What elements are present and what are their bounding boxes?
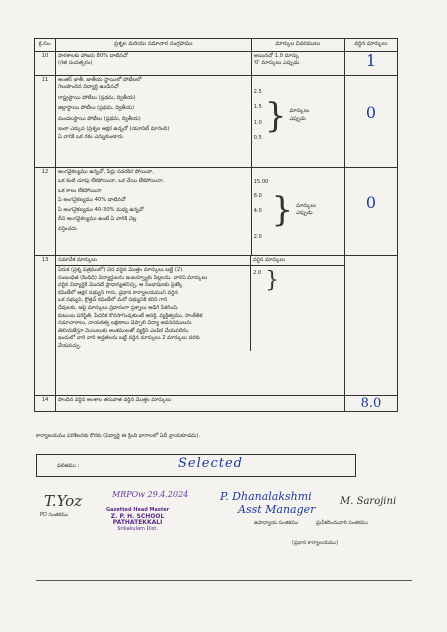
score-value: 1.5 [253, 104, 262, 111]
signature-teacher [220, 490, 315, 516]
row-serial: 14 [35, 395, 56, 411]
row-serial: 11 [35, 75, 56, 167]
table-row [35, 255, 398, 395]
row-details [251, 167, 344, 255]
row-criteria [56, 255, 345, 395]
row-criteria [56, 167, 252, 255]
row-mark [344, 75, 397, 167]
stamp-line: Z. P. H. SCHOOL [110, 512, 165, 520]
row-line: ఒక కాలు లేకపోయినా [58, 187, 102, 194]
brace-glyph: } [271, 190, 294, 231]
score-label-line: ఎప్పుడు [296, 210, 313, 217]
row-serial: 10 [35, 51, 56, 75]
signature-pd: T.Yoz [44, 492, 83, 510]
row-criteria [56, 51, 252, 75]
row-line: సంబంధిత (కిందిది) విద్యార్థులను ఇంటర్వ్యూకు పిల్లలను. వారిని మార్కులు [58, 274, 208, 281]
header-marks: వర్ధిన మార్కులు [344, 39, 397, 52]
row-line: ఏ అంగవైకల్యము 40% దాటినచో [58, 197, 126, 204]
row-line: వర్ధిన విద్యార్థికి మొదటి ప్రాధాన్యతనిచ్చి, ఆ సంభాషణకు ప్రశక్కి [58, 282, 183, 289]
row-line: సమాచారాలు, నాయకత్వ లక్షణాలు చెప్పాలి విద్యా అవసరములను [58, 320, 192, 327]
row-title: సమావేశ మార్కులు [56, 256, 251, 266]
row-details-title: వర్ధిన మార్కులు [253, 256, 285, 263]
score-value: 0.5 [253, 135, 262, 142]
row-mark [344, 51, 397, 75]
row-line: పొందిన వర్ధిన అంశాల తరువాత వర్ధిన మొత్తం మార్కులు [58, 396, 172, 403]
table-header-row [35, 39, 398, 52]
score-label-line: ఎప్పుడు [289, 115, 306, 122]
row-13-title-bar [56, 256, 344, 267]
row-13-text [56, 266, 251, 351]
office-caption: (ప్రధాన కార్యాలయము) [292, 540, 338, 546]
signature-teacher-title: Asst Manager [238, 503, 316, 516]
row-line: ఏరుక (ప్రశ్న పత్రములో) చెస వర్ధిన మొత్తం మార్కులు బట్టి (2) [58, 267, 183, 274]
row-criteria [56, 75, 252, 167]
signature-teacher-name: P. Dhanalakshmi [220, 490, 312, 503]
brace-glyph: } [265, 268, 280, 294]
score-label [289, 108, 309, 123]
row-line: ఏ వారికి ఒక రకం ఎన్నుకుంటారు [58, 134, 123, 141]
row-line: (గత సంవత్సరం) [58, 60, 93, 67]
result-label: ఫలితము : [57, 463, 80, 469]
office-note: కార్యాలయము పరిశీలనకు కొరకు (విద్యార్థి ఈ క్రింది భాగాలలో ఏదీ వ్రాయకూడదు). [36, 433, 201, 439]
row-line: రాష్ట్రస్థాయి పోటీలు (ప్రథమ, ద్వితీయ) [58, 94, 136, 101]
stamp-line: PATHATEKKALI [112, 519, 163, 527]
row-line: ఇంకా ఎక్కువ (ప్రశ్నల ఆక్షర ఉన్నచో (యూనిట్ మారింది) [58, 126, 170, 133]
score-group [254, 89, 342, 143]
row-line: దేవులకు, ఆపై మార్కులు ప్రధానంగా ప్రశ్నాలు అడిగి సేకరించి, [58, 305, 179, 312]
score-value: 8.0 [253, 193, 262, 200]
signature-verifier: M. Sarojini [340, 496, 397, 507]
row-line: తెలియజేస్తూ మెయిలుకు అంశములతో వ్యక్తిని ఎంపిక చేయవలెను. [58, 327, 190, 334]
row-line: పాఠశాలకు హాజరు 80% దాటినచో [58, 52, 128, 59]
row-mark [344, 167, 397, 255]
handwritten-mark: 8.0 [360, 395, 382, 411]
signature-head-master: MRPOw 29.4.2024 [112, 490, 189, 499]
score-label-line: మార్కులు [296, 202, 316, 209]
row-line: వేయవచ్చు. [58, 342, 82, 349]
header-serial: క్ర.సం. [35, 39, 56, 52]
score-value: 2.5 [253, 88, 262, 95]
score-value: 2.0 [253, 234, 262, 241]
score-value: 1.0 [253, 119, 262, 126]
row-details [251, 51, 344, 75]
row-line: వర్తించదు [58, 226, 77, 233]
signature-teacher-caption: ఉపాధ్యాయ సంతకము [254, 520, 299, 526]
header-details: మార్కుల వివరములు [251, 39, 344, 52]
table-row [35, 51, 398, 75]
footer-divider [36, 580, 412, 581]
signature-verifier-caption: ధ్రువీకరించువారి సంతకము [316, 520, 368, 526]
table-row [35, 395, 398, 411]
row-line: అంగవైకల్యము ఉన్నచో, పేర్లు సదరకెర పోయినా, [58, 168, 154, 175]
result-box [36, 454, 356, 477]
row-13-body [56, 266, 344, 351]
stamp-line: Gazetted Head Master [106, 507, 170, 513]
row-line: గెలుపొందిన విద్యార్థి ఉండినచో [58, 84, 119, 91]
row-line: ఒక సభ్యుని, క్రొత్తచ్ కమిటీలో మరో సభ్యునికి కరిని గారి [58, 297, 168, 304]
table-row [35, 75, 398, 167]
brace-glyph: } [264, 95, 287, 136]
table-row [35, 167, 398, 255]
handwritten-mark: 0 [365, 192, 376, 212]
row-13-score [251, 266, 344, 351]
header-criteria: ప్రశ్నల మరియు సమాచార సంగ్రహము [56, 39, 252, 52]
row-line: కుటుంబ పరిస్థితి, పేదరిక కొనసాగింపుకుంటే ఆసక్తి, వ్యక్తిత్వము, సాంకేతిక [58, 312, 203, 319]
handwritten-mark: 1 [365, 50, 376, 70]
handwritten-mark: 0 [365, 102, 376, 122]
stamp-line: Srikakulam Dist. [117, 525, 158, 532]
row-line: అంతర్ జాతీ, జాతీయ స్థాయిలో పోటీలలో [58, 76, 142, 83]
row-line: ఏ అంగవైకల్యము 40-30% మధ్య ఉన్నచో [58, 206, 144, 213]
score-group [254, 179, 342, 242]
marks-table [34, 38, 398, 412]
signature-pd-caption: PD సంతకము [40, 512, 69, 518]
score-value: 4.0 [253, 207, 262, 214]
detail-line: అయినచో 1.0 మార్కు [253, 52, 300, 59]
row-details [251, 75, 344, 167]
score-label [296, 203, 316, 218]
score-values [254, 89, 262, 143]
row-line: దీని అంగవైకల్యము ఉంటే ఏ వారికి చెల్ల [58, 216, 137, 223]
detail-line: '0' మార్కులు ఎప్పుడు [253, 60, 300, 67]
row-line: ఇందులో వారి వారి అర్హతలను బట్టి వర్ధిన మార్కులు 2 మార్కులు వరకు [58, 335, 200, 342]
row-serial: 13 [35, 255, 56, 395]
row-line: మండలస్థాయి పోటీలు (ప్రథమ, ద్వితీయ) [58, 115, 141, 122]
score-values [254, 179, 269, 242]
score-label-line: మార్కులు [289, 108, 310, 115]
row-line: కమిటీలో ఆక్షర సభ్యుని గారు, ప్రధాన కార్యాలయముని వర్ధిన [58, 289, 178, 296]
school-stamp [106, 508, 169, 532]
result-value: Selected [178, 456, 243, 471]
row-mark [344, 395, 397, 411]
row-criteria [56, 395, 345, 411]
row-mark [344, 255, 397, 395]
row-line: ఒక కంటి చూపు లేకపోయినా, ఒక చేయి లేకపోయినా, [58, 178, 165, 185]
row-line: జిల్లాస్థాయి పోటీలు (ప్రథమ, ద్వితీయ) [58, 105, 135, 112]
row-serial: 12 [35, 167, 56, 255]
score-value: 15.00 [253, 178, 269, 185]
score-value: 2.0 [253, 270, 262, 277]
